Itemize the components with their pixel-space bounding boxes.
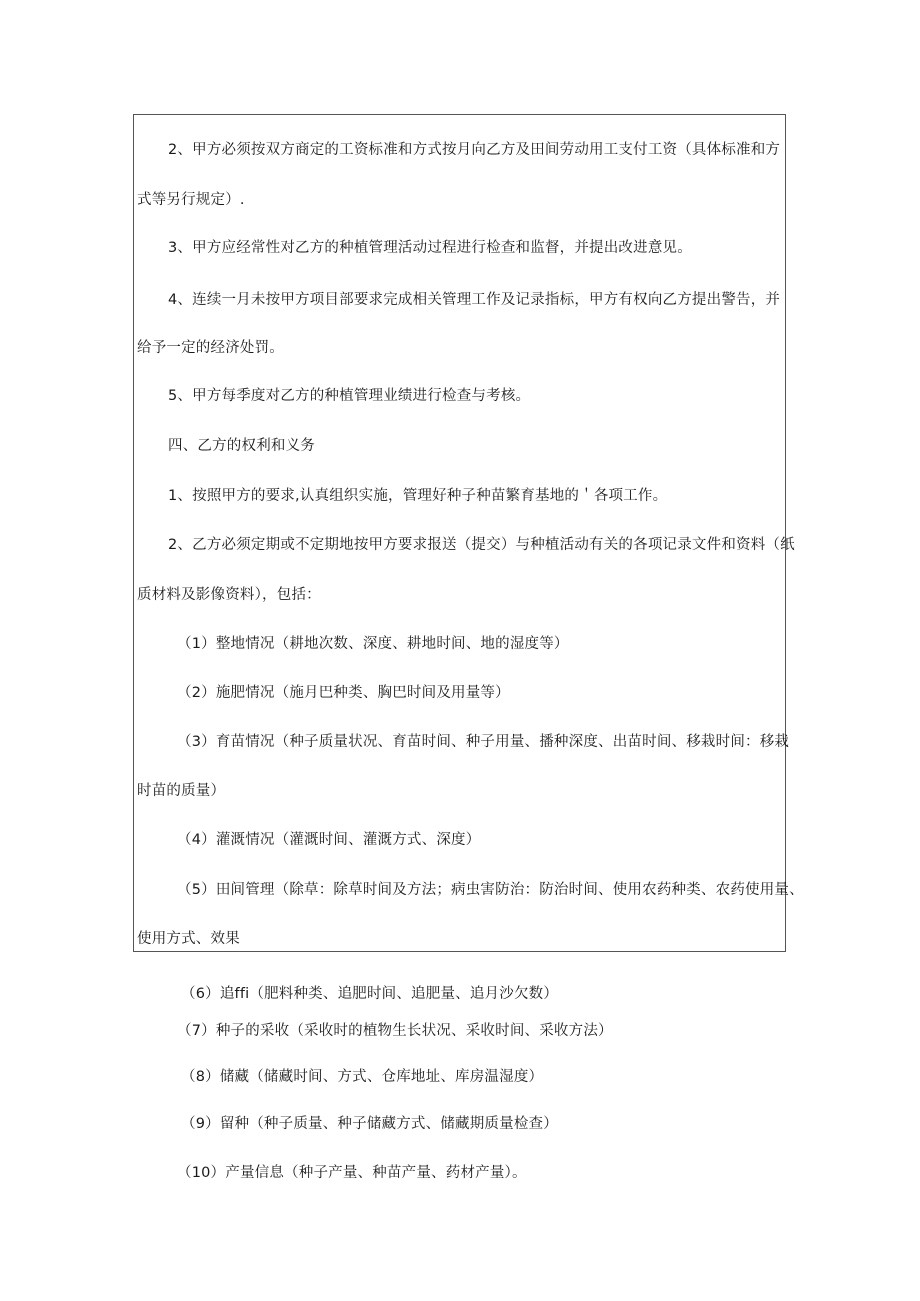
list-item: （10）产量信息（种子产量、种苗产量、药材产量）。 <box>177 1165 527 1181</box>
paragraph-line: 2、乙方必须定期或不定期地按甲方要求报送（提交）与种植活动有关的各项记录文件和资料（纸 <box>168 537 795 553</box>
section-heading: 四、乙方的权利和义务 <box>168 438 315 454</box>
list-item: （9）留种（种子质量、种子储藏方式、储藏期质量检查） <box>181 1116 558 1132</box>
paragraph-line: 5、甲方每季度对乙方的种植管理业绩进行检查与考核。 <box>168 388 531 404</box>
paragraph-line: 4、连续一月未按甲方项目部要求完成相关管理工作及记录指标，甲方有权向乙方提出警告，并 <box>168 292 781 308</box>
list-item-continuation: 使用方式、效果 <box>137 931 240 947</box>
list-item: （1）整地情况（耕地次数、深度、耕地时间、地的湿度等） <box>177 636 569 652</box>
list-item: （7）种子的采收（采收时的植物生长状况、采收时间、采收方法） <box>177 1023 613 1039</box>
list-item: （3）育苗情况（种子质量状况、育苗时间、种子用量、播种深度、出苗时间、移栽时间：移栽 <box>177 734 790 750</box>
paragraph-line: 3、甲方应经常性对乙方的种植管理活动过程进行检查和监督，并提出改进意见。 <box>168 240 692 256</box>
list-item-continuation: 时苗的质量） <box>137 783 226 799</box>
list-item: （2）施肥情况（施月巴种类、胸巴时间及用量等） <box>177 685 510 701</box>
paragraph-line: 给予一定的经济处罚。 <box>137 340 284 356</box>
paragraph-line: 式等另行规定）. <box>137 192 245 208</box>
list-item: （6）追ffi（肥料种类、追肥时间、追肥量、追月沙欠数） <box>181 986 559 1002</box>
paragraph-line: 1、按照甲方的要求,认真组织实施，管理好种子种苗繁育基地的＇各项工作。 <box>168 488 668 504</box>
list-item: （5）田间管理（除草：除草时间及方法；病虫害防治：防治时间、使用农药种类、农药使用量、 <box>177 882 804 898</box>
paragraph-line: 2、甲方必须按双方商定的工资标准和方式按月向乙方及田间劳动用工支付工资（具体标准和方 <box>168 142 781 158</box>
list-item: （8）储藏（储藏时间、方式、仓库地址、库房温湿度） <box>181 1069 544 1085</box>
paragraph-line: 质材料及影像资料），包括： <box>137 587 321 603</box>
list-item: （4）灌溉情况（灌溉时间、灌溉方式、深度） <box>177 832 481 848</box>
